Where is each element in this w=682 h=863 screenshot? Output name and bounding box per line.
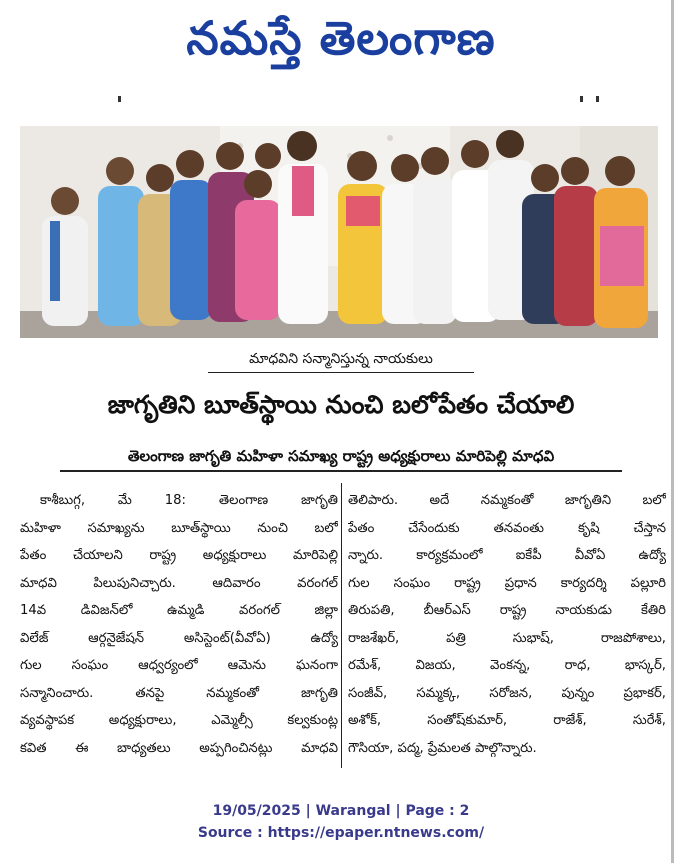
article-column-left (20, 487, 338, 762)
header-clip-marks (118, 96, 598, 102)
article-line: గౌసియా, పద్మ, ప్రేమలత పాల్గొన్నారు. (348, 740, 537, 756)
masthead (0, 0, 682, 80)
footer-date-line: 19/05/2025 | Warangal | Page : 2 (212, 803, 470, 819)
article-line: రాజశేఖర్, పత్రి సుభాష్, రాజపోశాలు, (348, 630, 666, 646)
article-line: అశోక్, సంతోష్‌కుమార్, రాజేశ్, సురేశ్, (348, 713, 666, 728)
page-edge-rule (671, 0, 674, 863)
article-line: తెలిపారు. అదే నమ్మకంతో జాగృతిని బలో (348, 493, 666, 508)
article-line: మహిళా సమాఖ్యను బూత్‌స్థాయి నుంచి బలో (20, 520, 338, 536)
column-divider (341, 483, 342, 768)
article-line: గుల సంఘం రాష్ట్ర ప్రధాన కార్యదర్శి పల్లూరి (348, 575, 666, 591)
article-line: మాధవి పిలుపునిచ్చారు. ఆదివారం వరంగల్ (20, 575, 338, 591)
article-line: సన్మానించారు. తనపై నమ్మకంతో జాగృతి (20, 685, 338, 701)
article-line: రమేశ్, విజయ, వెంకన్న, రాధ, భాస్కర్, (348, 658, 666, 673)
footer-source-line[interactable]: Source : https://epaper.ntnews.com/ (197, 825, 485, 841)
article-line: న్నారు. కార్యక్రమంలో ఐకేపీ వీవోఏ ఉద్యో (348, 548, 666, 563)
article-line: తిరుపతి, బీఆర్ఎస్ రాష్ట్ర నాయకుడు కేతిరి (348, 603, 666, 618)
article-line: కాశీబుగ్గ, మే 18: తెలంగాణ జాగృతి (40, 493, 338, 508)
article-line: సంజీవ్, సమ్మక్క, సరోజన, పున్నం ప్రభాకర్, (348, 685, 666, 701)
news-photo (20, 126, 658, 338)
subheadline-rule (60, 470, 622, 472)
newspaper-logo: నమస్తే తెలంగాణ (186, 11, 496, 65)
article-column-right (348, 487, 666, 762)
article-line: వ్యవస్థాపక అధ్యక్షురాలు, ఎమ్మెల్సీ కల్వకుంట్ల (20, 713, 338, 728)
article-line: పేతం చేసేందుకు తనవంతు కృషి చేస్తాన (348, 520, 666, 536)
article-headline: జాగృతిని బూత్‌స్థాయి నుంచి బలోపేతం చేయాలి (107, 390, 575, 419)
article-line: గుల సంఘం ఆధ్వర్యంలో ఆమెను ఘనంగా (20, 658, 338, 673)
article-line: విలేజ్ ఆర్గనైజేషన్ అసిస్టెంట్(వీవోఏ) ఉద్యో (20, 630, 338, 646)
article-line: పేతం చేయాలని రాష్ట్ర అధ్యక్షురాలు మారిపెల్లి (20, 548, 338, 563)
group-photo-illustration (20, 126, 658, 338)
article-subheadline: తెలంగాణ జాగృతి మహిళా సమాఖ్య రాష్ట్ర అధ్యక్షురాలు మారిపెల్లి మాధవి (127, 447, 555, 465)
photo-caption: మాధవిని సన్మానిస్తున్న నాయకులు (249, 351, 433, 367)
footer (0, 800, 682, 844)
article-line: కవిత ఈ బాధ్యతలు అప్పగించినట్లు మాధవి (20, 740, 338, 756)
article-line: 14వ డివిజన్‌లో ఉమ్మడి వరంగల్ జిల్లా (20, 603, 338, 618)
caption-underline (208, 372, 474, 373)
